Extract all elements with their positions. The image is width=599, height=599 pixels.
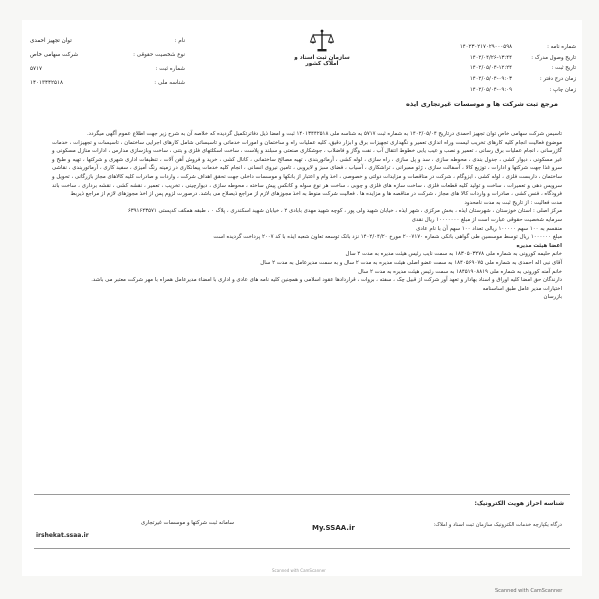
meta-value: ۱۴۰۲/۰۵/۰۴-۱۲:۲۴	[469, 65, 512, 72]
meta-label: زمان چاپ :	[549, 86, 576, 93]
paragraph-capital: سرمایه شخصیت حقوقی عبارت است از مبلغ ۱۰۰۰۰۰۰۰ ریال نقدی	[411, 216, 562, 223]
paragraph-payment: مبلغ ۱۰۰۰۰۰۰ ریال توسط موسسین طی گواهی بانکی شماره ۲۰۰۷۱۷۰ مورخ ۱۴۰۲/۰۴/۲۰ نزد بانک توسعه تعاون شعبه ایذه با کد ۲۰۰۷ پرداخت گردیده است	[213, 234, 562, 241]
meta-label: شماره نامه :	[547, 44, 576, 51]
info-row-type	[30, 48, 185, 62]
meta-value: ۱۴۰۲۳۰۲۱۷۰۲۹۰۰۰۵۹۸	[459, 44, 512, 51]
scanner-watermark: Scanned with CamScanner	[495, 588, 563, 594]
meta-label: تاریخ وصول مدرک :	[531, 54, 576, 61]
registry-system-label: سامانه ثبت شرکتها و موسسات غیرتجاری	[140, 520, 234, 526]
meta-value: ۱۴۰۲/۰۴/۲۶-۱۳:۴۴	[469, 54, 512, 61]
paragraph-board-member: خانم آمنه کورونی به شماره ملی ۱۸۴۵۱۹۰۸۸۱۹ به سمت رئیس هیئت مدیره به مدت ۲ سال	[358, 268, 562, 275]
document-subject: مرجع ثبت شرکت ها و موسسات غیرتجاری ایذه	[406, 100, 558, 108]
meta-row	[396, 42, 576, 53]
info-row-registration	[30, 62, 185, 76]
scales-of-justice-icon	[309, 28, 335, 54]
info-value: ۵۷۱۷	[30, 66, 43, 72]
info-value: توان تجهیز احمدی	[30, 38, 72, 44]
paragraph-shares: منقسم به ۱۰۰ سهم ۱۰۰۰۰۰ ریالی تعداد ۱۰۰ سهم آن با نام عادی	[416, 225, 562, 232]
meta-row	[396, 63, 576, 74]
paragraph-address: مرکز اصلی : استان خوزستان ، شهرستان ایذه ، بخش مرکزی ، شهر ایذه ، خیابان شهید ولی پور ، کوچه شهید مهدی بابادی ۲ ، خیابان شهید اسکندری ، پلاک ۰ ، طبقه همکف کدپستی ۶۳۹۱۶۴۳۵۷۱	[127, 208, 562, 215]
portal-description: درگاه یکپارچه خدمات الکترونیک سازمان ثبت اسناد و املاک:	[433, 522, 562, 528]
announcement-body	[52, 130, 562, 302]
info-value: شرکت سهامی خاص	[30, 52, 79, 58]
info-value: ۱۴۰۱۳۴۴۲۵۱۸	[30, 80, 64, 86]
footer-auth-title	[474, 500, 564, 507]
footer-divider	[34, 494, 570, 495]
paragraph-ceo-powers: اختیارات مدیر عامل طبق اساسنامه	[482, 285, 562, 292]
info-row-name	[30, 34, 185, 48]
meta-value: ۱۴۰۲/۰۵/۰۴-۰۹:۰۳	[469, 76, 512, 83]
footer-bottom-divider	[34, 548, 570, 549]
meta-label: تاریخ ثبت :	[551, 65, 576, 72]
paragraph-board-member: آقای نبی اله احمدی به شماره ملی ۱۸۴۰۵۶۹۰۷۵ به سمت عضو اصلی هیئت مدیره به مدت ۲ سال و به سمت مدیرعامل به مدت ۲ سال	[260, 259, 562, 266]
paragraph-duration: مدت فعالیت : از تاریخ ثبت به مدت نامحدود	[464, 199, 562, 206]
document-page	[22, 20, 582, 576]
auth-id-label: شناسه احراز هویت الکترونیک:	[474, 500, 564, 507]
paragraph-activity-subject: موضوع فعالیت انجام کلیه کارهای تخریب لیست وراه اندازی تعمیر و نگهداری تجهیزات برق و ابزار دقیق، کلیه عملیات راه و ساختمان و امورات خدماتی و تاسیساتی شامل کارهای اجرایی ساختمان ، تاسیسات و تجهیزات ، خدمات گازرسانی ، انجام عملیات برق رسانی ، تعمیر و نصب و عیب یابی خطوط انتقال آب ، نفت وگاز و فاضلاب ، جوشکاری صنعتی و سبلند و پلاست ، ساخت اسکلتهای فلزی و بتنی ، ساخت وبازسازی مدارس ، ادارات منازل مسکونی و غیر مسکونی ، دیوار کشی ، جدول بندی ، محوطه سازی ، سد و پل سازی ، راه سازی ، لوله کشی ، آرماتوربندی ، تهیه مصالح ساختمانی ، کانال کشی ، خرید و فروش آهن آلات ، تنظیفات اداری شهری و شرکتها ، تهیه و طبخ و سرو غذا جهت شرکتها و ادارات ، توزیع کالا ، آسفالت سازی ، ژئو ممبرانی ، تراشکاری ، آسیاب ، فضای سبز و لایروبی ، تامین نیروی انسانی ، انجام کلیه خدمات پیمانکاری در زمینه رنگ آمیزی ، سفید کاری ، آرماتوربندی ، نقاشی ساختمان ، داربست فلزی ، لوله کشی ، ایزوگام ، شرکت در مناقصات و مزایدات دولتی و خصوصی ، اخذ وام و اعتبار از بانکها و موسسات داخلی جهت تحقق اهداف شرکت ، واردات و صادرات کلیه کالاهای مجاز بازرگانی ، تحویل و سرویس دهی و تعمیرات ، ساخت و تولید کلیه قطعات فلزی ، ساخت سازه های فلزی و چوبی ، ساخت هر نوع سوله و کانکس پیش ساخته ، محوطه سازی ، دیوارچینی ، تخریب ، تعمیر ، نقشه کشی ، نقشه برداری ، ساخت باند فرودگاه ، فنس کشی ، صادرات و واردات کالا های مجاز ، شرکت در مناقصه ها و مزایده ها . فعالیت شرکت منوط به اخذ مجوزهای لازم از مراجع ذیصلاح می باشد. درصورت لزوم پس از اخذ مجوزهای لازم از مراجع ذیربط	[52, 139, 562, 198]
portal-link-my-ssaa[interactable]: My.SSAA.ir	[312, 524, 355, 532]
organization-emblem	[292, 28, 352, 68]
meta-value: ۱۴۰۲/۰۵/۰۴-۰۹:۰۹	[469, 86, 512, 93]
organization-name: سازمان ثبت اسناد و املاک کشور	[294, 55, 350, 67]
meta-row	[396, 74, 576, 85]
meta-label: زمان درج دفتر :	[539, 76, 576, 83]
paragraph-board-title: اعضا هیئت مدیره	[516, 242, 562, 249]
paragraph-founding: تاسیس شرکت سهامی خاص توان تجهیز احمدی درتاریخ ۱۴۰۲/۰۵/۰۴ به شماره ثبت ۵۷۱۷ به شناسه ملی ۱۴۰۱۳۴۴۲۵۱۸ ثبت و امضا ذیل دفاترتکمیل گردیده که خلاصه آن به شرح زیر جهت اطلاع عموم آگهی میگردد.	[86, 131, 562, 137]
paragraph-inspectors: بازرسان	[543, 294, 562, 301]
meta-row	[396, 53, 576, 64]
company-info-block	[30, 34, 185, 90]
info-label: شناسه ملی :	[154, 80, 185, 86]
info-label: شماره ثبت :	[155, 66, 185, 72]
letter-meta-block	[396, 42, 576, 95]
portal-link-irshekat[interactable]: irshekat.ssaa.ir	[36, 532, 89, 539]
info-label: نام :	[174, 38, 185, 44]
paragraph-board-member: خانم حلیمه کورونی به شماره ملی ۱۸۳۰۵۰۳۲۷۸ به سمت نایب رئیس هیئت مدیره به مدت ۲ سال	[345, 251, 562, 258]
info-label: نوع شخصیت حقوقی :	[133, 52, 185, 58]
meta-row	[396, 84, 576, 95]
info-row-national-id	[30, 76, 185, 90]
scanner-watermark-small: Scanned with CamScanner	[272, 568, 326, 573]
paragraph-signatories: دارندگان حق امضا کلیه اوراق و اسناد بهادار و تعهد آور شرکت از قبیل چک ، سفته ، بروات ، قراردادها عقود اسلامی و همچنین کلیه نامه های عادی و اداری با امضاء مدیرعامل همراه با مهر شرکت معتبر می باشد.	[91, 277, 562, 284]
